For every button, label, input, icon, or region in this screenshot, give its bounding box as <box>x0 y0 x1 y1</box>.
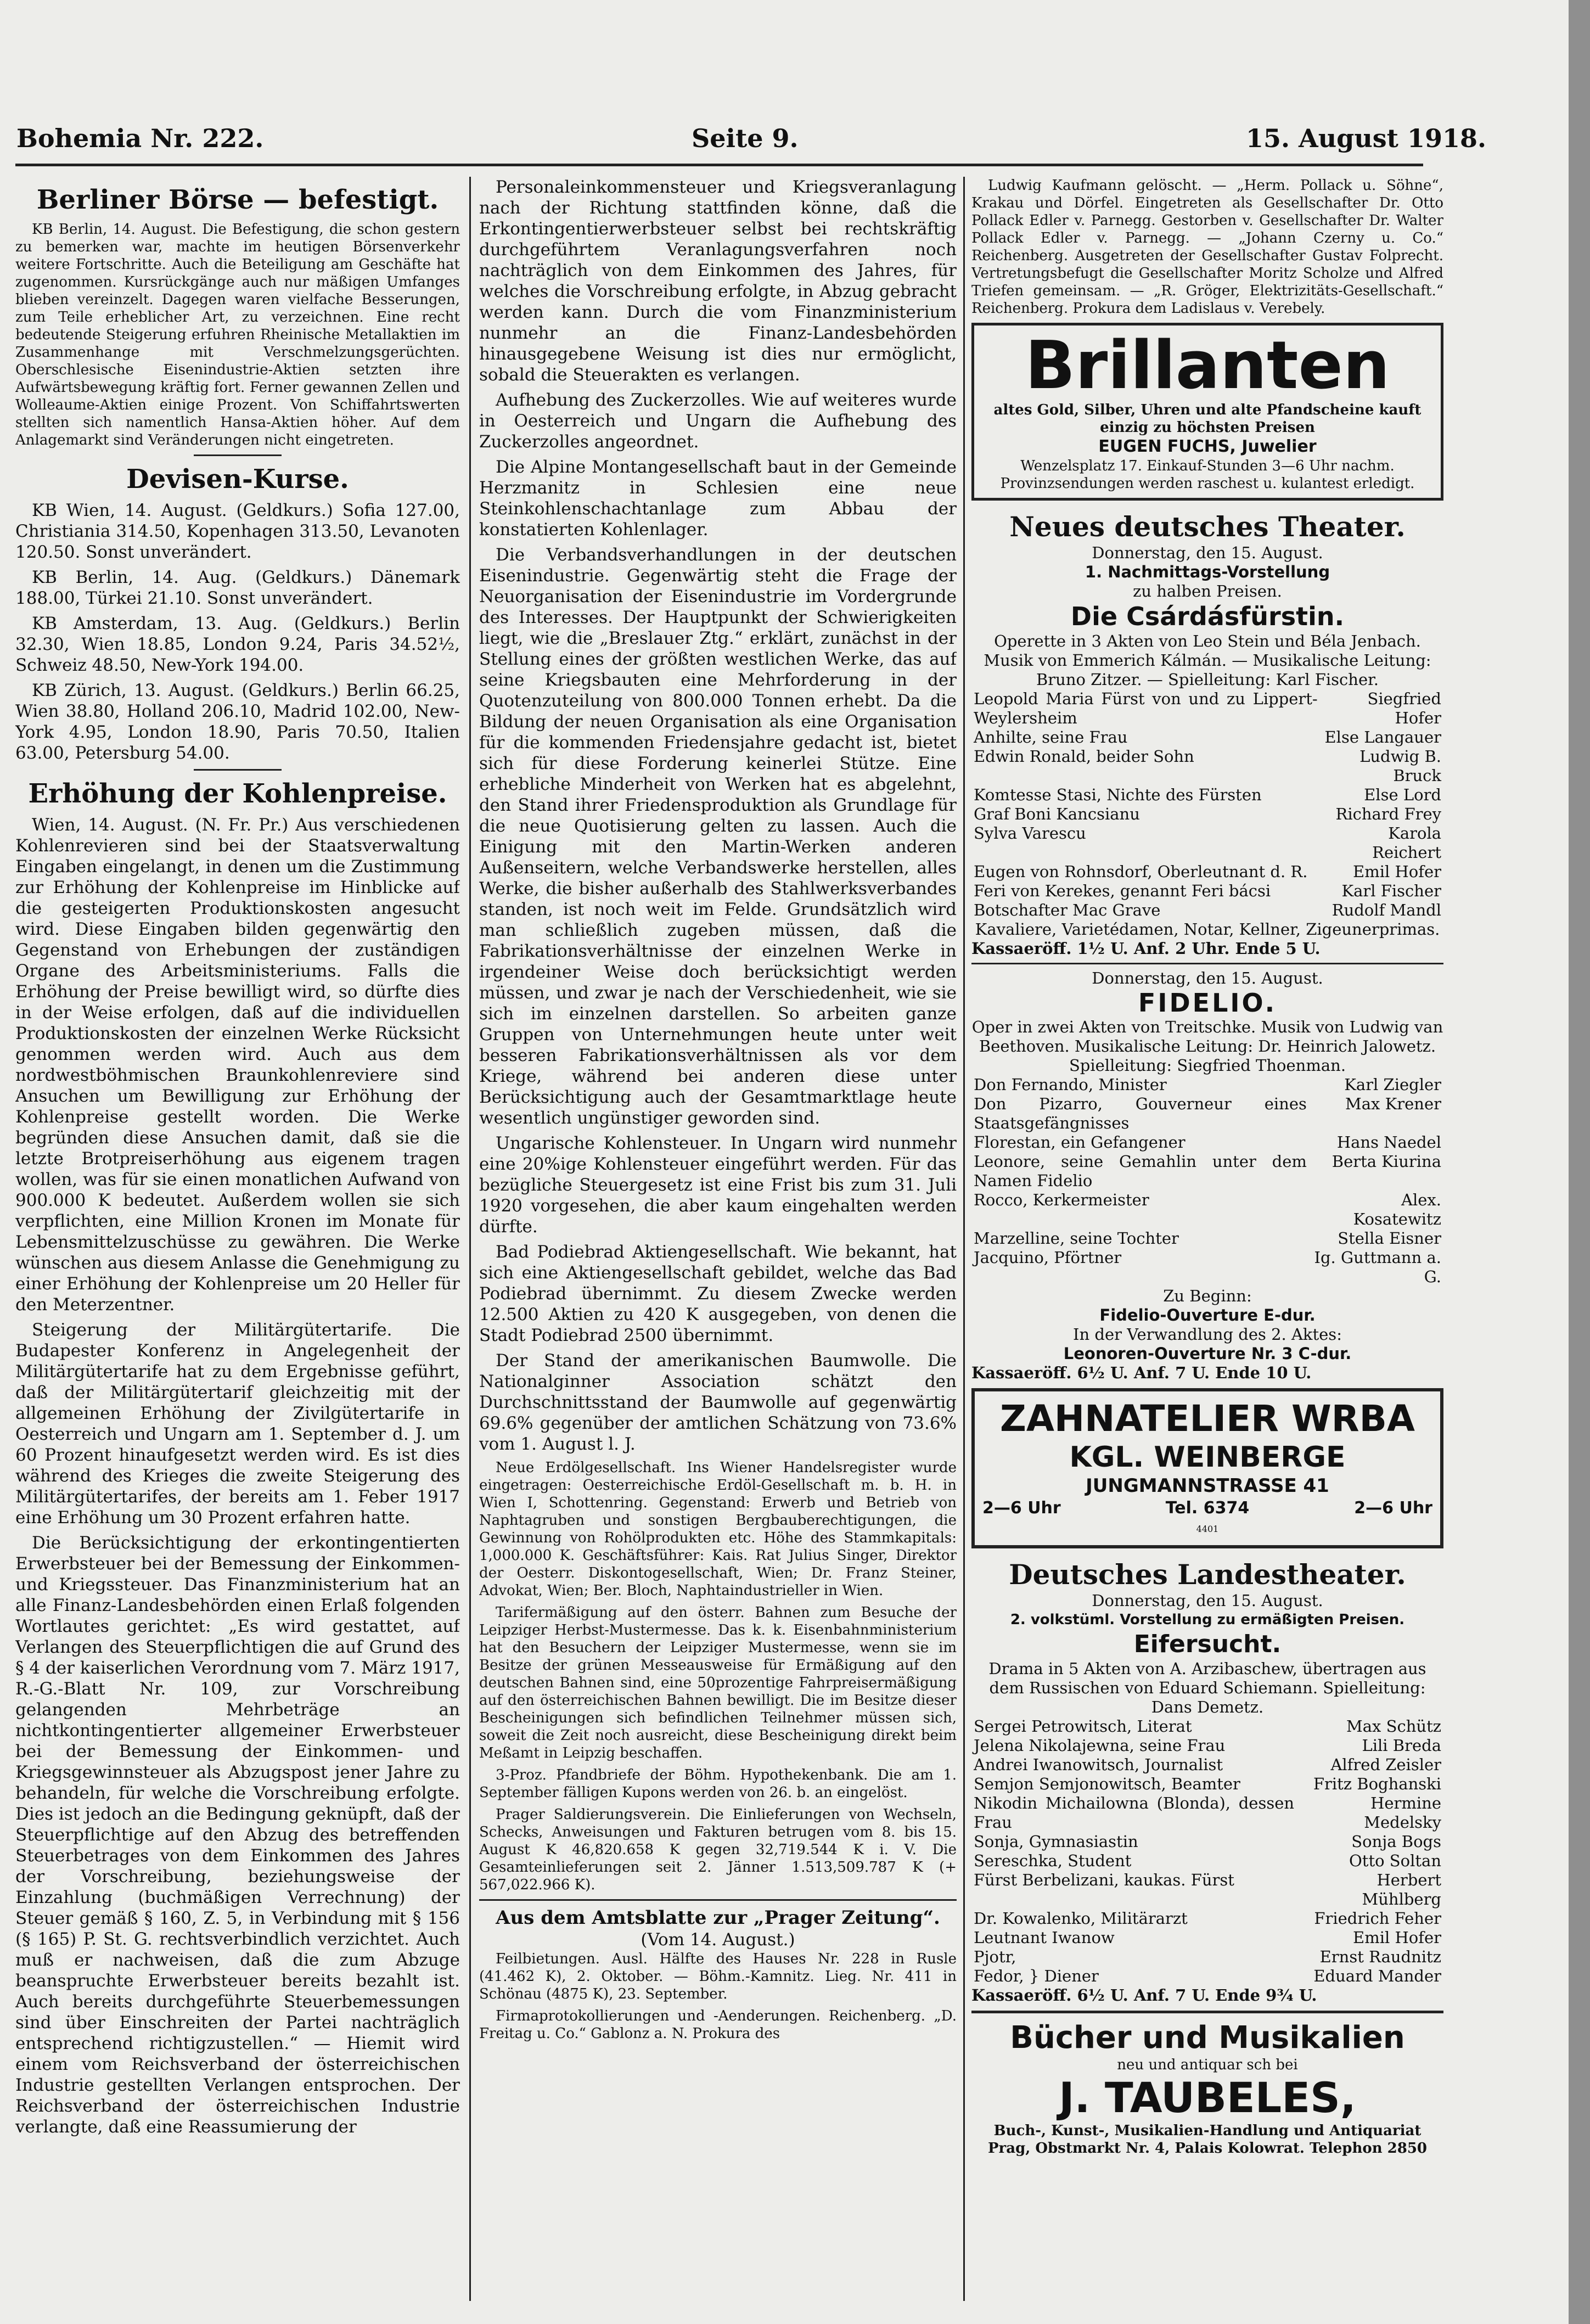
eisenindustrie-article: Die Verbandsverhandlungen in der deutschen Eisenindustrie. Gegenwärtig steht die Frage der Neuorganisation der Eisenindustrie im Vordergrunde des Interesses. Der Hauptpunkt der Schwierigkeiten liegt, wie die „Breslauer Ztg.“ erklärt, zunächst in der Stellung eines der größten westlichen Werke, das auf seine Kriegsbauten eine Mehrforderung in der Quotenzuteilung von 800.000 Tonnen erhebt. Da die Bildung der neuen Organisation als eine Organisation für die kommenden Friedensjahre gedacht ist, bietet sich für diese Forderung keinerlei Stütze. Eine erhebliche Minderheit von Werken hat es abgelehnt, den Stand ihrer Friedensproduktion als Grundlage für die neue Quotisierung gelten zu lassen. Auch die Einigung mit den Martin-Werken anderen Außenseitern, welche Verbandswerke herstellen, alles Werke, die bisher außerhalb des Stahlwerksverbandes standen, ist noch weit im Felde. Grundsätzlich wird man schließlich zugeben müssen, daß die Fabrikationsverhältnisse der einzelnen Werke in irgendeiner Weise doch berücksichtigt werden müssen, und zwar je nach der Verschiedenheit, wie sie sich im einzelnen darstellen. So arbeiten ganze Gruppen von Unternehmungen heute unter weit besseren Fabrikationsverhältnissen als vor dem Kriege, während bei anderen diese unter Berücksichtigung auch der Gesamtmarktlage heute wesentlich ungünstiger geworden sind. <box>479 545 957 1128</box>
cast-row: Fedor, } Diener Eduard Mander <box>974 1967 1441 1985</box>
amtsblatt-date: (Vom 14. August.) <box>641 1930 795 1950</box>
neues-theater-title: Neues deutsches Theater. <box>1009 510 1406 543</box>
borse-heading: Berliner Börse — befestigt. <box>36 184 439 215</box>
cast-row: Jelena Nikolajewna, seine Frau Lili Breda <box>974 1736 1441 1755</box>
kohle-article: Wien, 14. August. (N. Fr. Pr.) Aus verschiedenen Kohlenrevieren sind bei der Staatsverwaltung Eingaben eingelangt, in denen um die Zustimmung zur Erhöhung der Kohlenpreise im Hinblicke auf die gesteigerten Produktionskosten angesucht wird. Diese Eingaben bilden gegenwärtig den Gegenstand von Erhebungen der zuständigen Organe des Arbeitsministeriums. Falls die Erhöhung der Preise bewilligt wird, so dürfte dies in der Weise erfolgen, daß auf die individuellen Produktionskosten der einzelnen Werke Rücksicht genommen werden wird. Auch aus dem nordwestböhmischen Braunkohlenreviere sind Ansuchen um Bewilligung zur Erhöhung der Kohlenpreise gestellt worden. Die Werke begründen diese Ansuchen damit, daß sie die letzte Brotpreiserhöhung aus eigenem tragen wollen, was für sie einen monatlichen Aufwand von 900.000 K bedeutet. Außerdem wollen sie sich verpflichten, eine Million Kronen im Monate für Lebensmittelzuschüsse zu gewähren. Die Werke wünschen aus diesem Anlasse die Genehmigung zu einer Erhöhung der Kohlenpreise um 20 Heller für den Meterzentner. <box>15 815 460 1315</box>
neues-theater-date: Donnerstag, den 15. August. <box>1092 543 1323 562</box>
neues-theater-subtitle2: zu halben Preisen. <box>1133 582 1282 600</box>
eifersucht-description: Drama in 5 Akten von A. Arzibaschew, übertragen aus dem Russischen von Eduard Schiemann. Spielleitung: Dans Demetz. <box>988 1659 1426 1716</box>
cast-row: Anhilte, seine Frau Else Langauer <box>974 728 1441 746</box>
issue-number: Bohemia Nr. 222. <box>16 124 264 153</box>
borse-text: KB Berlin, 14. August. Die Befestigung, die schon gestern zu bemerken war, machte im heutigen Börsenverkehr weitere Fortschritte. Auch die Beteiligung am Geschäfte hat zugenommen. Kursrückgänge auch nur mäßigen Umfanges blieben vereinzelt. Dagegen waren vielfache Besserungen, zum Teile erheblicher Art, zu verzeichnen. Eine recht bedeutende Steigerung erfuhren Rheinische Metallaktien im Zusammenhange mit Verschmelzungsgerüchten. Oberschlesische Eisenindustrie-Aktien setzten ihre Aufwärtsbewegung kräftig fort. Ferner gewannen Zellen und Wolleaume-Aktien einige Prozent. Von Schiffahrtswerten stellten sich namentlich Hansa-Aktien höher. Auf dem Anlagemarkt sind Veränderungen nicht eingetreten. <box>15 221 460 448</box>
devisen-berlin: KB Berlin, 14. Aug. (Geldkurs.) Dänemark 188.00, Türkei 21.10. Sonst unverändert. <box>15 568 460 608</box>
erdol-article: Neue Erdölgesellschaft. Ins Wiener Handelsregister wurde eingetragen: Oesterreichische Erdöl-Gesellschaft m. b. H. in Wien I, Schottenring. Gegenstand: Erwerb und Betrieb von Naphtagruben und sonstigen Bergbauberechtigungen, die Gewinnung von Rohölprodukten etc. Höhe des Stammkapitals: 1,000.000 K. Geschäftsführer: Kais. Rat Julius Singer, Direktor der Oesterr. Diskontogesellschaft, Wien; Dr. Franz Steiner, Advokat, Wien; Ber. Bloch, Naphtaindustrieller in Wien. <box>479 1459 957 1599</box>
cast-row: Fürst Berbelizani, kaukas. Fürst Herbert Mühlberg <box>974 1871 1441 1908</box>
cast-row: Pjotr, Ernst Raudnitz <box>974 1947 1441 1966</box>
column-2 <box>479 177 957 2306</box>
neues-theater-subtitle: 1. Nachmittags-Vorstellung <box>1085 563 1330 581</box>
erwerbsteuer-article: Die Berücksichtigung der erkontingentierten Erwerbsteuer bei der Bemessung der Einkommen- und Kriegssteuer. Das Finanzministerium hat an alle Finanz-Landesbehörden einen Erlaß folgenden Wortlautes gerichtet: „Es wird gestattet, auf Verlangen des Steuerpflichtigen die auf Grund des § 4 der kaiserlichen Verordnung vom 7. März 1917, R.-G.-Blatt Nr. 109, zur Vorschreibung gelangenden Mehrbeträge an nichtkontingentierter allgemeiner Erwerbsteuer bei der Bemessung der Einkommen- und Kriegsgewinnsteuer als Abzugspost jener Jahre zu behandeln, für welche die Vorschreibung erfolgte. Dies ist jedoch an die Bedingung geknüpft, daß der Steuerpflichtige auf den Abzug des betreffenden Steuerbetrages von dem Einkommen des Jahres der Vorschreibung, beziehungsweise der Einzahlung (buchmäßigen Verrechnung) der Steuer gemäß § 160, Z. 5, in Verbindung mit § 156 (§ 165) P. St. G. rechtsverbindlich verzichtet. Auch muß er nachweisen, daß die zum Abzuge beanspruchte Erwerbsteuer bereits bezahlt ist. Auch bereits durchgeführte Steuerbemessungen sind über Einschreiten der Partei nachträglich entsprechend richtigzustellen.“ — Hiemit wird einem vom Reichsverband der österreichischen Industrie gestellten Verlangen entsprochen. Der Reichsverband der österreichischen Industrie verlangte, daß eine Reassumierung der <box>15 1533 460 2137</box>
fidelio-description: Oper in zwei Akten von Treitschke. Musik von Ludwig van Beethoven. Musikalische Leitung: Dr. Heinrich Jalowetz. Spielleitung: Siegfried Thoenman. <box>971 1018 1443 1075</box>
taubeles-name: J. TAUBELES, <box>1059 2073 1356 2122</box>
taubeles-description: Buch-, Kunst-, Musikalien-Handlung und Antiquariat Prag, Obstmarkt Nr. 4, Palais Kolowrat. Telephon 2850 <box>987 2123 1428 2157</box>
eifersucht-times: Kassaeröff. 6½ U. Anf. 7 U. Ende 9¾ U. <box>971 1986 1317 2005</box>
header-rule <box>15 164 1423 166</box>
page-header <box>16 124 1486 156</box>
firma-continuation: Ludwig Kaufmann gelöscht. — „Herm. Pollack u. Söhne“, Krakau und Dörfel. Eingetreten als Gesellschafter Dr. Otto Pollack Edler v. Parnegg. Gestorben v. Gesellschafter Dr. Walter Pollack Edler v. Parnegg. — „Johann Czerny u. Co.“ Reichenberg. Ausgetreten der Gesellschafter Gustav Folprecht. Vertretungsbefugt die Gesellschafter Moritz Scholze und Alfred Triefen gemeinsam. — „R. Gröger, Elektrizitäts-Gesellschaft.“ Reichenberg. Prokura dem Ladislaus v. Verebely. <box>971 177 1443 317</box>
cast-row: Komtesse Stasi, Nichte des Fürsten Else Lord <box>974 785 1441 804</box>
zahnatelier-ad <box>971 1388 1443 1548</box>
podiebrad-article: Bad Podiebrad Aktiengesellschaft. Wie bekannt, hat sich eine Aktiengesellschaft gebildet, welche das Bad Podiebrad übernimmt. Zu diesem Zwecke werden 12.500 Aktien zu 420 K ausgegeben, von denen die Stadt Podiebrad 2500 übernimmt. <box>479 1242 957 1345</box>
baumwolle-article: Der Stand der amerikanischen Baumwolle. Die Nationalginner Association schätzt den Durchschnittsstand der Baumwolle auf gegenwärtig 69.6% gegenüber der amtlichen Schätzung von 73.6% vom 1. August l. J. <box>479 1351 957 1454</box>
column-3 <box>971 177 1443 2306</box>
divider <box>194 454 282 456</box>
page-number: Seite 9. <box>692 124 799 153</box>
militar-article: Steigerung der Militärgütertarife. Die Budapester Konferenz in Angelegenheit der Militärgütertarife hat zu dem Ergebnisse geführt, daß der Militärgütertarif gleichzeitig mit der allgemeinen Erhöhung der Zivilgütertarife in Oesterreich und Ungarn am 1. September d. J. um 60 Prozent hinaufgesetzt werden wird. Es ist dies während des Krieges die zweite Steigerung des Militärgütertarifes, der bereits am 1. Feber 1917 eine Erhöhung um 30 Prozent erfahren hatte. <box>15 1320 460 1528</box>
column-rule-1 <box>469 177 471 2301</box>
zahnatelier-district: KGL. WEINBERGE <box>1069 1441 1346 1474</box>
cast-row: Feri von Kerekes, genannt Feri bácsi Karl Fischer <box>974 882 1441 900</box>
eifersucht-cast <box>971 1717 1443 1986</box>
zahnatelier-number: 4401 <box>1196 1524 1219 1534</box>
devisen-wien: KB Wien, 14. August. (Geldkurs.) Sofia 127.00, Christiania 314.50, Kopenhagen 313.50, Levanoten 120.50. Sonst unverändert. <box>15 501 460 562</box>
issue-date: 15. August 1918. <box>1246 124 1486 153</box>
fidelio-ouverture: Fidelio-Ouverture E-dur. <box>1099 1306 1316 1324</box>
montan-article: Die Alpine Montangesellschaft baut in der Gemeinde Herzmanitz in Schlesien eine neue Steinkohlenschachtanlage zum Abbau der konstatierten Kohlenlager. <box>479 457 957 540</box>
taubeles-ad <box>971 2011 1443 2163</box>
cast-row: Rocco, Kerkermeister Alex. Kosatewitz <box>974 1191 1441 1228</box>
cast-row: Florestan, ein Gefangener Hans Naedel <box>974 1133 1441 1152</box>
pfandbrief-article: 3-Proz. Pfandbriefe der Böhm. Hypothekenbank. Die am 1. September fälligen Kupons werden von 26. b. an eingelöst. <box>479 1767 957 1801</box>
landestheater-date: Donnerstag, den 15. August. <box>1092 1591 1323 1610</box>
cast-row: Dr. Kowalenko, Militärarzt Friedrich Feher <box>974 1909 1441 1928</box>
divider <box>194 769 282 771</box>
taubeles-title: Bücher und Musikalien <box>1010 2020 1405 2056</box>
devisen-heading: Devisen-Kurse. <box>126 464 349 495</box>
csardas-cast <box>971 689 1443 939</box>
brillanten-ad <box>971 323 1443 501</box>
cast-row: Eugen von Rohnsdorf, Oberleutnant d. R. Emil Hofer <box>974 862 1441 881</box>
taubeles-subtitle: neu und antiquar sch bei <box>1117 2057 1298 2073</box>
cast-row: Semjon Semjonowitsch, Beamter Fritz Boghanski <box>974 1775 1441 1793</box>
brillanten-name: EUGEN FUCHS, Juwelier <box>1098 437 1317 456</box>
fidelio-times: Kassaeröff. 6½ U. Anf. 7 U. Ende 10 U. <box>971 1363 1312 1382</box>
cast-row: Leopold Maria Fürst von und zu Lippert-Weylersheim Siegfried Hofer <box>974 689 1441 727</box>
zahnatelier-title: ZAHNATELIER WRBA <box>1000 1397 1415 1440</box>
eifersucht-title: Eifersucht. <box>1133 1630 1282 1658</box>
neues-theater-program <box>971 510 1443 1383</box>
fidelio-cast <box>971 1075 1443 1287</box>
cast-row: Kavaliere, Varietédamen, Notar, Kellner, Zigeunerprimas. <box>975 920 1440 939</box>
tarif-article: Tarifermäßigung auf den österr. Bahnen zum Besuche der Leipziger Herbst-Mustermesse. Das k. k. Eisenbahnministerium hat den Besuchern der Leipziger Mustermesse, wenn sie im Besitze der grünen Messeausweise für Ermäßigung auf den deutschen Bahnen sind, eine 50prozentige Fahrpreisermäßigung auf den österreichischen Bahnen bewilligt. Die im Besitze dieser Bescheinigungen sich befindlichen Teilnehmer müssen sich, soweit die Zeit noch ausreicht, diese Bescheinigung direkt beim Meßamt in Leipzig beschaffen. <box>479 1604 957 1761</box>
kohle-heading: Erhöhung der Kohlenpreise. <box>28 778 447 809</box>
csardas-title: Die Csárdásfürstin. <box>1070 602 1345 631</box>
fidelio-date: Donnerstag, den 15. August. <box>1092 969 1323 987</box>
cast-row: Sergei Petrowitsch, Literat Max Schütz <box>974 1717 1441 1736</box>
cast-row: Marzelline, seine Tochter Stella Eisner <box>974 1229 1441 1248</box>
cast-row: Don Pizarro, Gouverneur eines Staatsgefängnisses Max Krener <box>974 1094 1441 1132</box>
cast-row: Sereschka, Student Otto Soltan <box>974 1851 1441 1870</box>
cast-row: Leonore, seine Gemahlin unter dem Namen Fidelio Berta Kiurina <box>974 1152 1441 1190</box>
brillanten-title: Brillanten <box>1025 328 1390 404</box>
csardas-description: Operette in 3 Akten von Leo Stein und Béla Jenbach. Musik von Emmerich Kálmán. — Musikalische Leitung: Bruno Zitzer. — Spielleitung: Karl Fischer. <box>984 632 1431 689</box>
cast-row: Leutnant Iwanow Emil Hofer <box>974 1928 1441 1947</box>
column-rule-2 <box>963 177 965 2301</box>
divider <box>479 1899 957 1901</box>
devisen-zurich: KB Zürich, 13. August. (Geldkurs.) Berlin 66.25, Wien 38.80, Holland 206.10, Madrid 102.00, New-York 4.95, London 18.90, Paris 70.50, Italien 63.00, Petersburg 54.00. <box>15 681 460 763</box>
csardas-times: Kassaeröff. 1½ U. Anf. 2 Uhr. Ende 5 U. <box>971 939 1321 958</box>
leonoren-ouverture: Leonoren-Ouverture Nr. 3 C-dur. <box>1063 1344 1352 1363</box>
page-binding-edge <box>1569 0 1590 2324</box>
kohlensteuer-article: Ungarische Kohlensteuer. In Ungarn wird nunmehr eine 20%ige Kohlensteuer eingeführt werden. Für das bezügliche Steuergesetz ist eine Frist bis zum 31. Juli 1920 vorgesehen, die aber kaum eingehalten werden dürfte. <box>479 1133 957 1237</box>
landestheater-program <box>971 1558 1443 2005</box>
article-continuation: Personaleinkommensteuer und Kriegsveranlagung nach der Richtung stattfinden könne, daß die Erkontingentierwerbsteuer selbst bei rechtskräftig durchgeführtem Veranlagungsverfahren noch nachträglich von dem Einkommen des Jahres, für welches die Vorschreibung erfolgte, in Abzug gebracht werden kann. Durch die vom Finanzministerium nunmehr an die Finanz-Landesbehörden hinausgegebene Weisung ist dies nur ermöglicht, sobald die Steuerakten es verlangen. <box>479 177 957 385</box>
saldierung-article: Prager Saldierungsverein. Die Einlieferungen von Wechseln, Schecks, Anweisungen und Fakturen betrugen vom 8. bis 15. August K 46,820.658 K gegen 32,719.544 K i. V. Die Gesamteinlieferungen seit 2. Jänner 1.513,509.787 K (+ 567,022.966 K). <box>479 1806 957 1893</box>
cast-row: Sylva Varescu Karola Reichert <box>974 824 1441 862</box>
brillanten-text: altes Gold, Silber, Uhren und alte Pfandscheine kauft einzig zu höchsten Preisen <box>993 402 1422 436</box>
fidelio-title: FIDELIO. <box>1138 988 1277 1018</box>
fidelio-verwandlung: In der Verwandlung des 2. Aktes: <box>1073 1325 1342 1344</box>
cast-row: Nikodin Michailowna (Blonda), dessen Frau Hermine Medelsky <box>974 1794 1441 1832</box>
firmaprotokoll: Firmaprotokollierungen und -Aenderungen. Reichenberg. „D. Freitag u. Co.“ Gablonz a. N. Prokura des <box>479 2008 957 2042</box>
fidelio-begin: Zu Beginn: <box>1163 1287 1252 1305</box>
amtsblatt-heading: Aus dem Amtsblatte zur „Prager Zeitung“. <box>496 1907 940 1929</box>
brillanten-address: Wenzelsplatz 17. Einkauf-Stunden 3—6 Uhr nachm. Provinzsendungen werden raschest u. kulantest erledigt. <box>1000 458 1415 492</box>
divider <box>971 963 1443 964</box>
feilbietungen: Feilbietungen. Ausl. Hälfte des Hauses Nr. 228 in Rusle (41.462 K), 2. Oktober. — Böhm.-Kamnitz. Lieg. Nr. 411 in Schönau (4875 K), 23. September. <box>479 1951 957 2002</box>
cast-row: Edwin Ronald, beider Sohn Ludwig B. Bruck <box>974 747 1441 785</box>
cast-row: Andrei Iwanowitsch, Journalist Alfred Zeisler <box>974 1755 1441 1774</box>
cast-row: Botschafter Mac Grave Rudolf Mandl <box>974 901 1441 919</box>
cast-row: Jacquino, Pförtner Ig. Guttmann a. G. <box>974 1248 1441 1286</box>
landestheater-title: Deutsches Landestheater. <box>1009 1558 1406 1591</box>
cast-row: Graf Boni Kancsianu Richard Frey <box>974 805 1441 823</box>
cast-row: Sonja, Gymnasiastin Sonja Bogs <box>974 1832 1441 1851</box>
zahnatelier-street: JUNGMANNSTRASSE 41 <box>1086 1475 1329 1497</box>
landestheater-subtitle: 2. volkstüml. Vorstellung zu ermäßigten Preisen. <box>1010 1612 1405 1628</box>
column-1 <box>15 177 460 2306</box>
cast-row: Don Fernando, Minister Karl Ziegler <box>974 1075 1441 1094</box>
zuckerzoll-article: Aufhebung des Zuckerzolles. Wie auf weiteres wurde in Oesterreich und Ungarn die Aufhebung des Zuckerzolles angeordnet. <box>479 390 957 452</box>
devisen-amsterdam: KB Amsterdam, 13. Aug. (Geldkurs.) Berlin 32.30, Wien 18.85, London 9.24, Paris 34.52½, Schweiz 48.50, New-York 194.00. <box>15 614 460 675</box>
zahnatelier-hours: 2—6 Uhr Tel. 6374 2—6 Uhr <box>982 1498 1432 1518</box>
